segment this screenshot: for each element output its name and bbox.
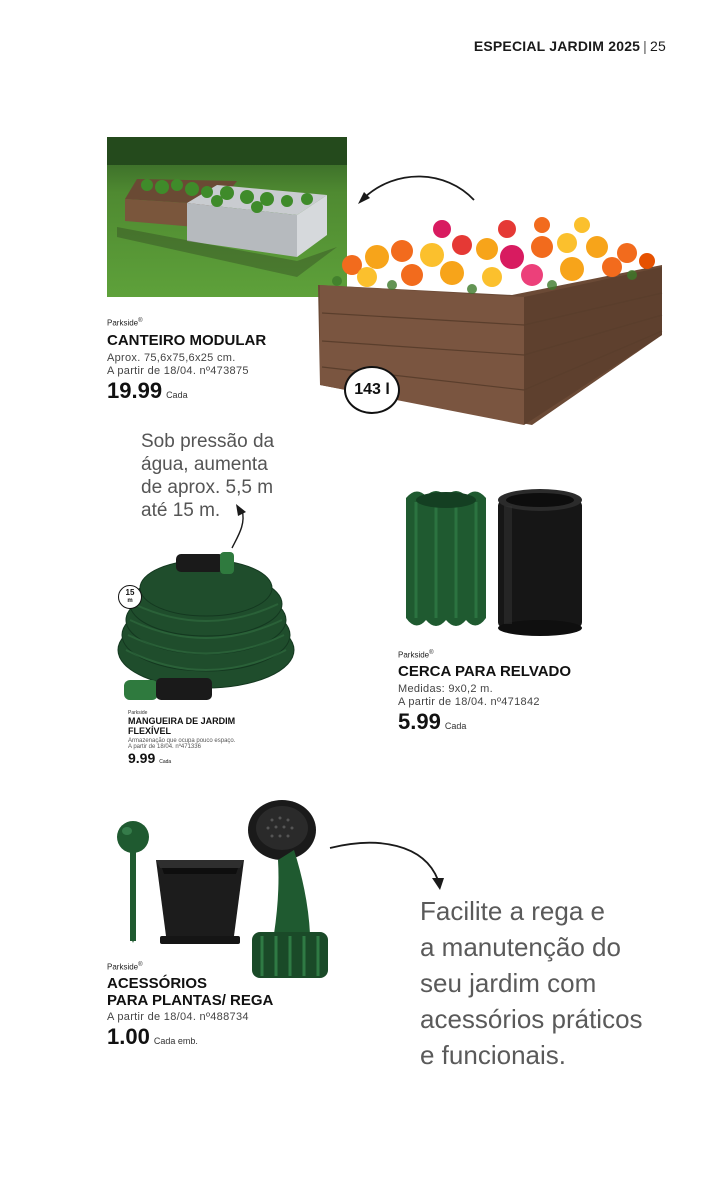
capacity-badge <box>344 366 400 414</box>
price-block <box>128 750 298 766</box>
hose-note <box>141 430 274 522</box>
watering-can-rose-photo <box>244 794 334 989</box>
price-unit: Cada emb. <box>153 1035 198 1046</box>
page-header <box>474 38 666 54</box>
hose-length-unit: m <box>127 598 133 604</box>
page-number: 25 <box>650 38 666 54</box>
brand-label <box>107 318 327 328</box>
price-unit: Cada <box>444 720 467 731</box>
brand-name: Parkside <box>107 962 139 972</box>
product-dimensions: Aprox. 75,6x75,6x25 cm. <box>107 351 236 364</box>
lawn-edging-green-photo <box>398 486 494 636</box>
price-unit: Cada <box>159 759 172 765</box>
brand-name: Parkside <box>107 318 139 328</box>
product-cerca-relvado <box>398 650 618 735</box>
registered-mark: ® <box>138 318 143 324</box>
price-value: 19.99 <box>107 377 163 403</box>
brand-label <box>398 650 618 660</box>
header-separator: | <box>643 38 648 54</box>
brand-label <box>107 962 327 972</box>
product-title-line-2: FLEXÍVEL <box>128 726 172 736</box>
note-line: seu jardim com <box>420 968 597 998</box>
product-mangueira-jardim <box>128 710 298 766</box>
pointer-arrow-to-note <box>328 836 448 892</box>
price-block <box>398 709 618 735</box>
watering-globe-photo <box>110 815 156 945</box>
price-value: 5.99 <box>398 708 441 734</box>
lawn-edging-black-photo <box>494 486 586 636</box>
product-dimensions: Medidas: 9x0,2 m. <box>398 682 493 695</box>
product-title-line-1: MANGUEIRA DE JARDIM <box>128 716 236 726</box>
brand-name: Parkside <box>398 650 430 660</box>
product-acessorios-plantas <box>107 962 327 1050</box>
brand-label: Parkside <box>128 710 148 716</box>
price-unit: Cada <box>166 389 188 400</box>
product-canteiro-modular <box>107 318 327 404</box>
note-line: água, aumenta <box>141 454 268 475</box>
product-availability: A partir de 18/04. nº488734 <box>107 1010 249 1023</box>
product-availability: A partir de 18/04. nº471336 <box>128 744 201 750</box>
price-value: 9.99 <box>128 750 156 766</box>
price-block <box>107 378 327 404</box>
plant-pot-photo <box>152 852 248 952</box>
note-line: de aprox. 5,5 m <box>141 477 274 498</box>
registered-mark: ® <box>138 962 143 968</box>
product-description: Armazenação que ocupa pouco espaço. <box>128 738 236 744</box>
product-availability: A partir de 18/04. nº473875 <box>107 364 249 377</box>
capacity-label: 143 l <box>354 381 390 398</box>
note-line: Sob pressão da <box>141 431 275 452</box>
product-title: CANTEIRO MODULAR <box>107 331 267 349</box>
accessories-note <box>420 893 643 1073</box>
price-value: 1.00 <box>107 1023 150 1049</box>
product-title-line-2: PARA PLANTAS/ REGA <box>107 991 274 1009</box>
modular-bed-lawn-photo <box>107 137 347 297</box>
product-title-line-1: ACESSÓRIOS <box>107 974 208 992</box>
price-block <box>107 1024 327 1050</box>
note-line: a manutenção do <box>420 932 621 962</box>
hose-length-number: 15 <box>125 588 135 597</box>
registered-mark: ® <box>429 650 434 656</box>
section-title: ESPECIAL JARDIM 2025 <box>473 38 641 54</box>
note-line: e funcionais. <box>420 1040 566 1070</box>
product-title: CERCA PARA RELVADO <box>398 662 572 680</box>
note-line: até 15 m. <box>141 500 221 521</box>
note-line: acessórios práticos <box>420 1004 643 1034</box>
product-availability: A partir de 18/04. nº471842 <box>398 695 540 708</box>
note-line: Facilite a rega e <box>420 896 605 926</box>
hose-length-badge <box>118 585 142 609</box>
flexible-garden-hose-photo <box>116 540 296 710</box>
